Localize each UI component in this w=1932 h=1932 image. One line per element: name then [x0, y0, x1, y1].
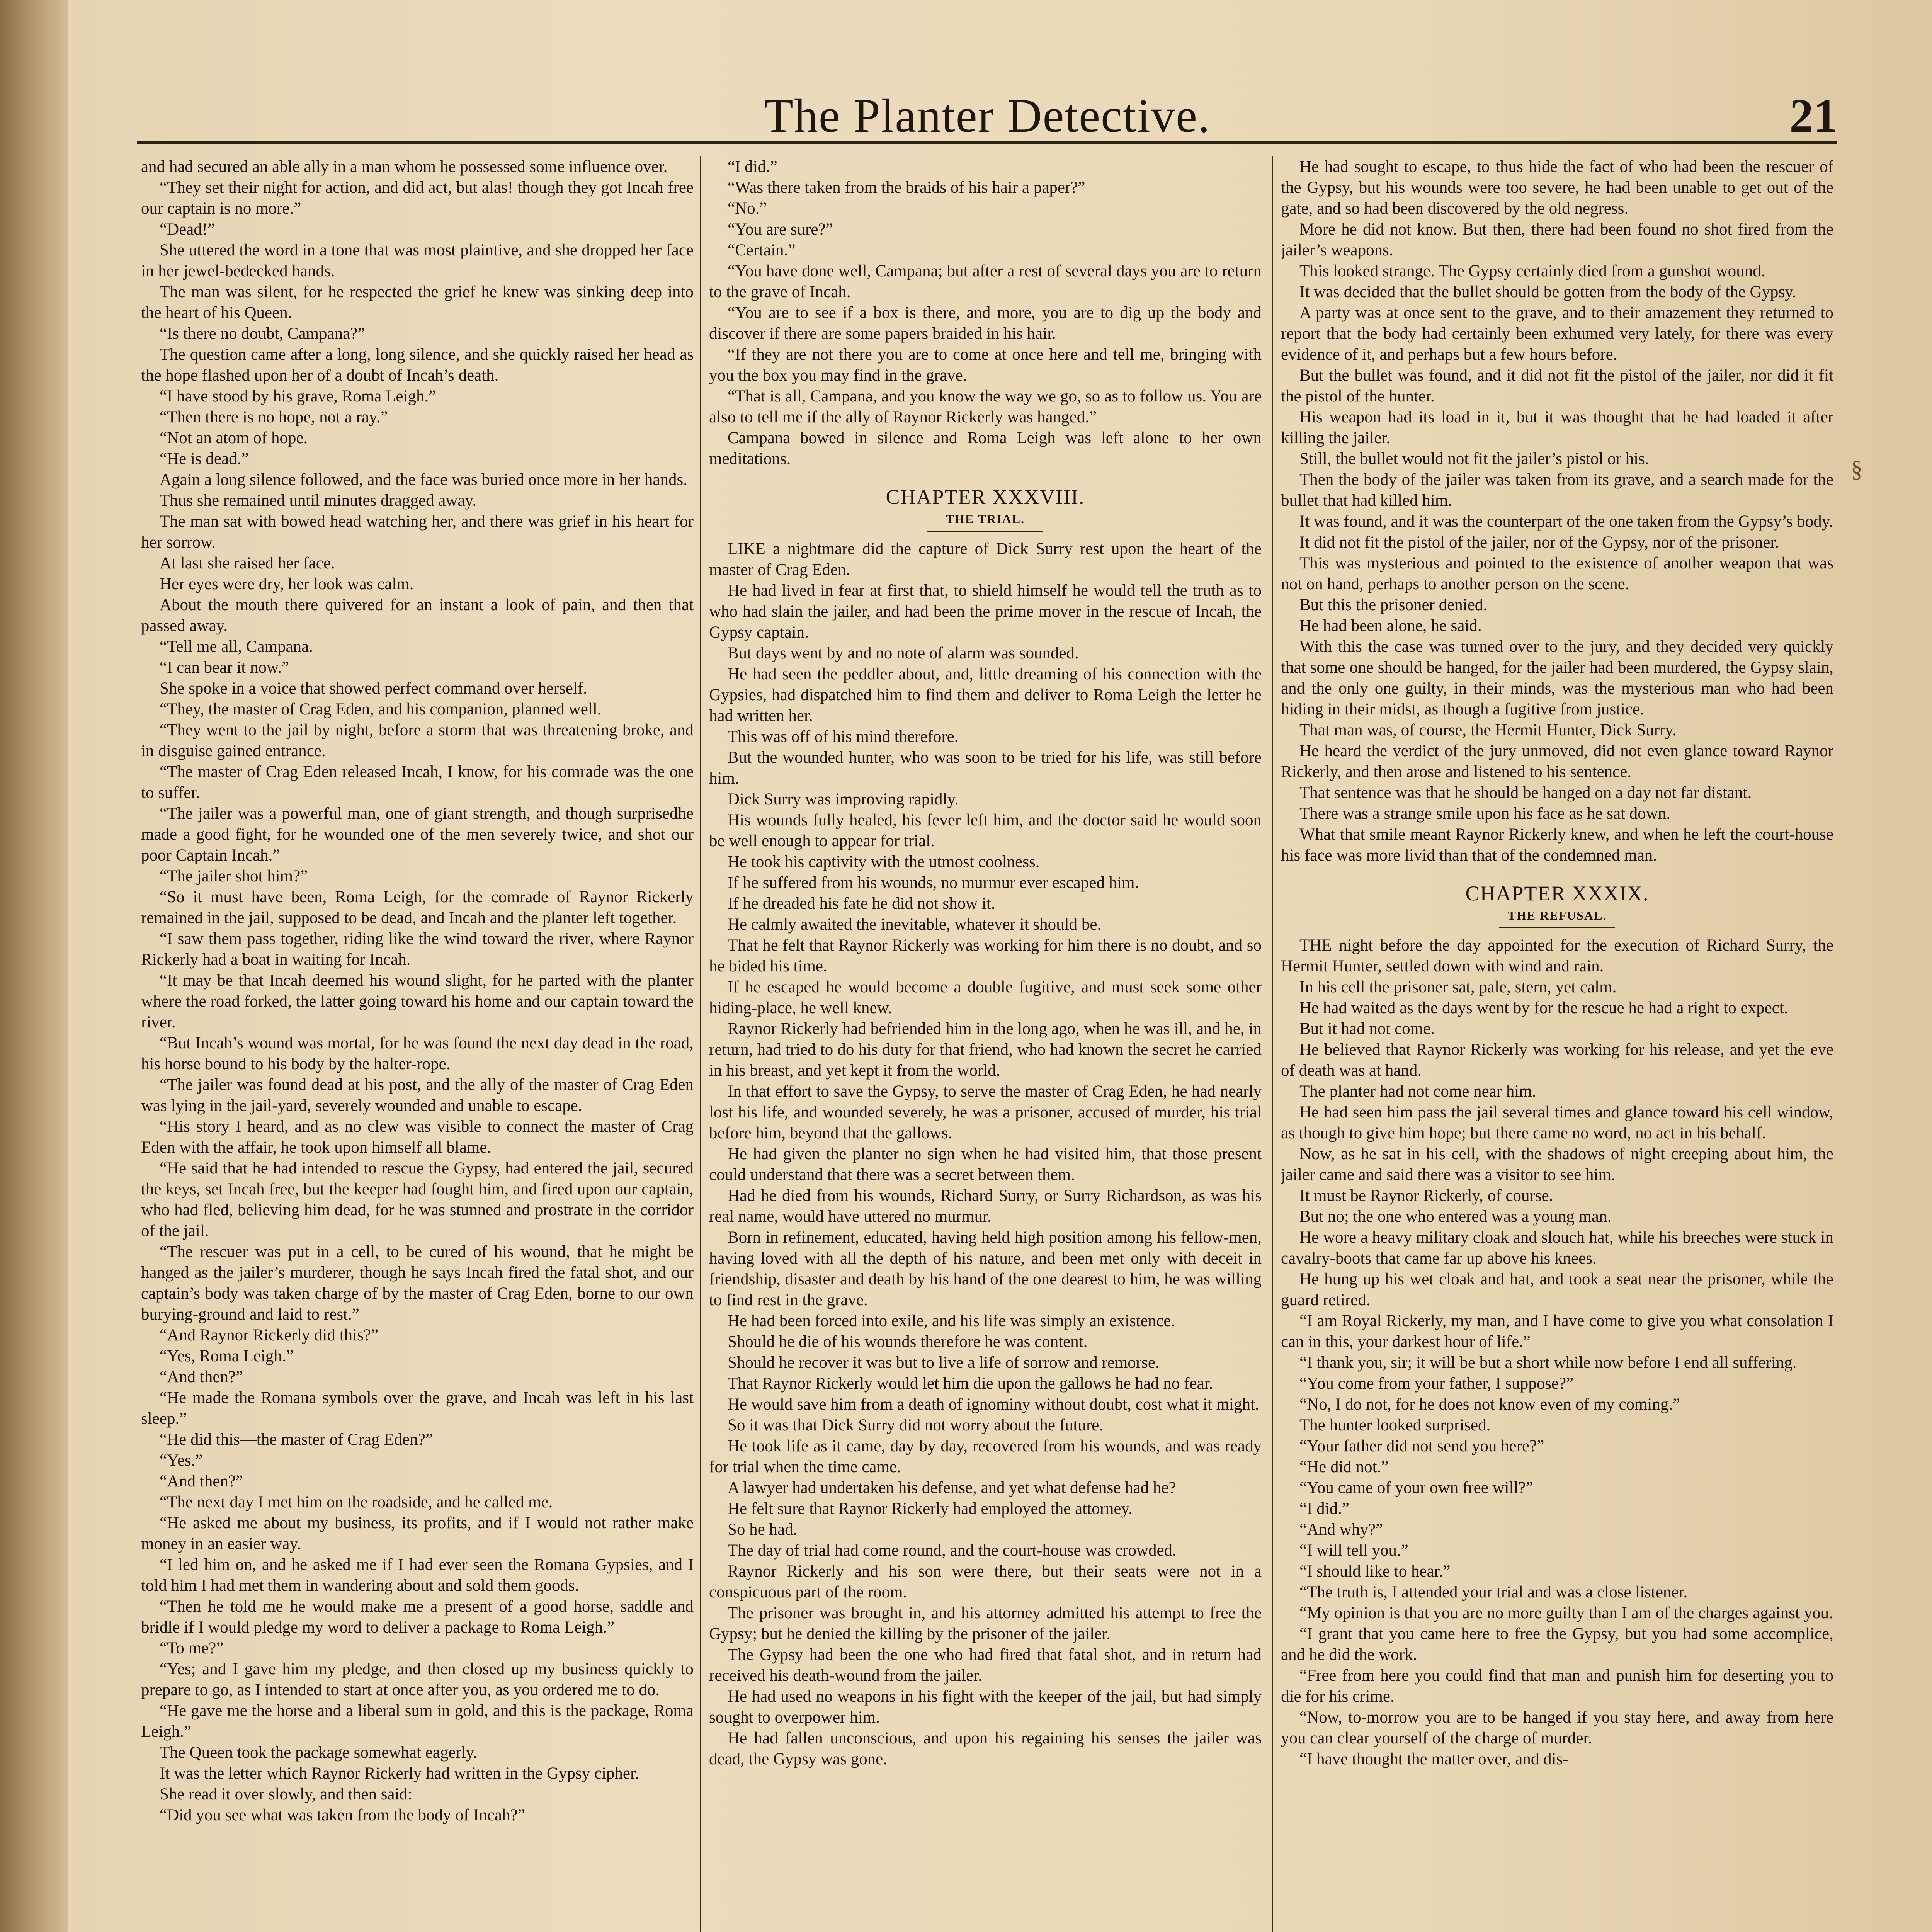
paragraph: Now, as he sat in his cell, with the shadows of night creeping about him, the jailer came and said there was a visitor to see him. [1281, 1145, 1833, 1184]
paragraph: Should he recover it was but to live a life of sorrow and remorse. [728, 1354, 1160, 1372]
paragraph: “I did.” [1299, 1500, 1349, 1518]
paragraph: “The rescuer was put in a cell, to be cured of his wound, that he might be hanged as the jailer’s murderer, though he says Incah fired the fatal shot, and our captain’s body was taken charge of by the master of Crag Eden, borne to our own burying-ground and laid to rest.” [141, 1243, 694, 1323]
paragraph: “It may be that Incah deemed his wound slight, for he parted with the planter where the road forked, the latter going toward his home and our captain toward the river. [141, 971, 694, 1031]
paragraph: “I thank you, sir; it will be but a short while now before I end all suffering. [1299, 1354, 1797, 1372]
paragraph: The hunter looked surprised. [1299, 1416, 1491, 1434]
paragraph: He had lived in fear at first that, to shield himself he would tell the truth as to who had slain the jailer, and had been the prime mover in the rescue of Incah, the Gypsy captain. [709, 582, 1262, 641]
chapter-subtitle: THE TRIAL. [946, 512, 1025, 526]
paragraph: “He did not.” [1299, 1458, 1389, 1476]
paragraph: “I led him on, and he asked me if I had ever seen the Romana Gypsies, and I told him I had met them in wandering about and sold them goods. [141, 1556, 694, 1595]
paragraph: It was found, and it was the counterpart of the one taken from the Gypsy’s body. [1299, 512, 1833, 531]
paragraph: Her eyes were dry, her look was calm. [160, 575, 414, 593]
paragraph: In that effort to save the Gypsy, to serve the master of Crag Eden, he had nearly lost his life, and wounded severely, he was a prisoner, accused of murder, his trial before him, beyond that the gallows. [709, 1082, 1262, 1142]
paragraph: More he did not know. But then, there had been found no shot fired from the jailer’s weapons. [1281, 220, 1833, 259]
paragraph: Born in refinement, educated, having held high position among his fellow-men, having loved with all the depth of his nature, and been met only with deceit in friendship, disaster and death by his hand of the one dearest to him, he was willing to find rest in the grave. [709, 1228, 1262, 1309]
paragraph: This was off of his mind therefore. [728, 728, 959, 746]
chapter-heading: CHAPTER XXXIX. [1465, 882, 1649, 905]
paragraph: He took his captivity with the utmost coolness. [728, 853, 1040, 871]
paragraph: “The next day I met him on the roadside, and he called me. [160, 1493, 553, 1511]
paragraph: “Then there is no hope, not a ray.” [160, 408, 388, 426]
paragraph: He had sought to escape, to thus hide the fact of who had been the rescuer of the Gypsy, but his wounds were too severe, he had been unable to get out of the gate, and so had been discovered by the old negress. [1281, 158, 1833, 218]
chapter-heading: CHAPTER XXXVIII. [886, 485, 1085, 509]
column-divider [700, 156, 701, 1932]
paragraph: It did not fit the pistol of the jailer, nor of the Gypsy, nor of the prisoner. [1299, 533, 1779, 551]
paragraph: She spoke in a voice that showed perfect command over herself. [160, 679, 587, 697]
paragraph: A lawyer had undertaken his defense, and yet what defense had he? [728, 1479, 1176, 1497]
paragraph: He had fallen unconscious, and upon his regaining his senses the jailer was dead, the Gypsy was gone. [709, 1729, 1262, 1768]
paragraph: “You came of your own free will?” [1299, 1479, 1533, 1497]
paragraph: The planter had not come near him. [1299, 1082, 1536, 1100]
paragraph: In his cell the prisoner sat, pale, stern, yet calm. [1299, 978, 1617, 996]
paragraph: This was mysterious and pointed to the existence of another weapon that was not on hand, perhaps to another person on the scene. [1281, 554, 1833, 593]
paragraph: “Is there no doubt, Campana?” [160, 325, 365, 343]
paragraph: “The jailer was found dead at his post, and the ally of the master of Crag Eden was lying in the jail-yard, severely wounded and unable to escape. [141, 1076, 694, 1115]
paragraph: “I saw them pass together, riding like the wind toward the river, where Raynor Rickerly had a boat in waiting for Incah. [141, 930, 694, 969]
paragraph: “Yes, Roma Leigh.” [160, 1347, 294, 1365]
paragraph: What that smile meant Raynor Rickerly knew, and when he left the court-house his face was more livid than that of the condemned man. [1281, 825, 1833, 864]
paragraph: It was decided that the bullet should be gotten from the body of the Gypsy. [1299, 283, 1796, 301]
paragraph: He had been alone, he said. [1299, 617, 1482, 635]
paragraph: “Now, to-morrow you are to be hanged if you stay here, and away from here you can clear yourself of the charge of murder. [1281, 1708, 1833, 1747]
paragraph: If he escaped he would become a double fugitive, and must seek some other hiding-place, he well knew. [709, 978, 1262, 1017]
page-number: 21 [1789, 89, 1837, 142]
paragraph: A party was at once sent to the grave, and to their amazement they returned to report that the body had certainly been exhumed very lately, for there was every evidence of it, and perhaps but a few hours before. [1281, 304, 1833, 364]
paragraph: He had used no weapons in his fight with the keeper of the jail, but had simply sought to overpower him. [709, 1687, 1262, 1726]
paragraph: But days went by and no note of alarm was sounded. [728, 644, 1079, 662]
paragraph: She uttered the word in a tone that was most plaintive, and she dropped her face in her jewel-bedecked hands. [141, 241, 694, 280]
paragraph: Raynor Rickerly had befriended him in the long ago, when he was ill, and he, in return, had tried to do his duty for that friend, who had known the secret he carried in his breast, and yet kept it from the world. [709, 1020, 1262, 1080]
paragraph: But the wounded hunter, who was soon to be tried for his life, was still before him. [709, 748, 1262, 787]
paragraph: “They set their night for action, and did act, but alas! though they got Incah free our captain is no more.” [141, 179, 694, 218]
paragraph: “And then?” [160, 1472, 243, 1490]
paragraph: “The jailer shot him?” [160, 867, 308, 885]
chapter-rule [927, 531, 1043, 532]
paragraph: “But Incah’s wound was mortal, for he was found the next day dead in the road, his horse bound to his body by the halter-rope. [141, 1034, 694, 1073]
paragraph: That Raynor Rickerly would let him die upon the gallows he had no fear. [728, 1374, 1213, 1393]
paragraph: “The master of Crag Eden released Incah, I know, for his comrade was the one to suffer. [141, 763, 694, 802]
text-column-2 [709, 156, 1262, 1932]
paragraph: “He asked me about my business, its profits, and if I would not rather make money in an easier way. [141, 1514, 694, 1553]
paragraph: This looked strange. The Gypsy certainly died from a gunshot wound. [1299, 262, 1765, 280]
paragraph: At last she raised her face. [160, 554, 335, 572]
paragraph: “Tell me all, Campana. [160, 638, 313, 656]
margin-ink-mark: § [1851, 456, 1862, 482]
paragraph: Should he die of his wounds therefore he was content. [728, 1333, 1088, 1351]
paragraph: “Your father did not send you here?” [1299, 1437, 1544, 1455]
paragraph: “I have stood by his grave, Roma Leigh.” [160, 387, 436, 405]
paragraph: “Was there taken from the braids of his hair a paper?” [728, 179, 1085, 197]
paragraph: So he had. [728, 1520, 798, 1539]
paragraph: The man was silent, for he respected the grief he knew was sinking deep into the heart of his Queen. [141, 283, 694, 322]
paragraph: He would save him from a death of ignominy without doubt, cost what it might. [728, 1395, 1259, 1413]
paragraph: “That is all, Campana, and you know the way we go, so as to follow us. You are also to tell me if the ally of Raynor Rickerly was hanged.” [709, 387, 1262, 426]
paragraph: “My opinion is that you are no more guilty than I am of the charges against you. [1299, 1604, 1833, 1622]
paragraph: “No, I do not, for he does not know even of my coming.” [1299, 1395, 1680, 1413]
running-title: The Planter Detective. [764, 89, 1211, 142]
paragraph: “So it must have been, Roma Leigh, for the comrade of Raynor Rickerly remained in the jail, supposed to be dead, and Incah and the planter left together. [141, 888, 694, 927]
chapter-subtitle: THE REFUSAL. [1507, 908, 1607, 922]
paragraph: THE night before the day appointed for the execution of Richard Surry, the Hermit Hunter, settled down with wind and rain. [1281, 936, 1833, 975]
paragraph: He had waited as the days went by for the rescue he had a right to expect. [1299, 999, 1788, 1017]
paragraph: “I have thought the matter over, and dis- [1299, 1750, 1568, 1768]
paragraph: He had been forced into exile, and his life was simply an existence. [728, 1312, 1175, 1330]
paragraph: “I did.” [728, 158, 777, 176]
column-divider [1272, 156, 1273, 1932]
paragraph: “I grant that you came here to free the Gypsy, but you had some accomplice, and he did the work. [1281, 1625, 1833, 1664]
paragraph: About the mouth there quivered for an instant a look of pain, and then that passed away. [141, 596, 694, 635]
paragraph: “No.” [728, 199, 767, 218]
paragraph: He felt sure that Raynor Rickerly had employed the attorney. [728, 1500, 1133, 1518]
paragraph: “You are to see if a box is there, and more, you are to dig up the body and discover if there are some papers braided in his hair. [709, 304, 1262, 343]
paragraph: The question came after a long, long silence, and she quickly raised her head as the hope flashed upon her of a doubt of Incah’s death. [141, 345, 694, 384]
paragraph: “If they are not there you are to come at once here and tell me, bringing with you the box you may find in the grave. [709, 345, 1262, 384]
paragraph: “Then he told me he would make me a present of a good horse, saddle and bridle if I would pledge my word to deliver a package to Roma Leigh.” [141, 1597, 694, 1636]
paragraph: “His story I heard, and as no clew was visible to connect the master of Crag Eden with the affair, he took upon himself all blame. [141, 1117, 694, 1156]
text-column-3 [1281, 156, 1833, 1932]
paragraph: The Gypsy had been the one who had fired that fatal shot, and in return had received his death-wound from the jailer. [709, 1646, 1262, 1685]
paragraph: “He made the Romana symbols over the grave, and Incah was left in his last sleep.” [141, 1389, 694, 1428]
paragraph: “You have done well, Campana; but after a rest of several days you are to return to the grave of Incah. [709, 262, 1262, 301]
paragraph: “He gave me the horse and a liberal sum in gold, and this is the package, Roma Leigh.” [141, 1702, 694, 1741]
paragraph: She read it over slowly, and then said: [160, 1785, 413, 1803]
paragraph: “They went to the jail by night, before a storm that was threatening broke, and in disguise gained entrance. [141, 721, 694, 760]
paragraph: He had seen the peddler about, and, little dreaming of his connection with the Gypsies, had dispatched him to find them and deliver to Roma Leigh the letter he had written her. [709, 665, 1262, 725]
paragraph: But it had not come. [1299, 1020, 1435, 1038]
paragraph: “He did this—the master of Crag Eden?” [160, 1430, 433, 1449]
paragraph: “Did you see what was taken from the body of Incah?” [160, 1806, 525, 1824]
paragraph: “And Raynor Rickerly did this?” [160, 1326, 379, 1344]
paragraph: He had seen him pass the jail several times and glance toward his cell window, as though to give him hope; but there came no word, no act in his behalf. [1281, 1103, 1833, 1142]
paragraph: His wounds fully healed, his fever left him, and the doctor said he would soon be well enough to appear for trial. [709, 811, 1262, 850]
paragraph: Dick Surry was improving rapidly. [728, 790, 959, 808]
paragraph: The Queen took the package somewhat eagerly. [160, 1743, 478, 1762]
paragraph: “You come from your father, I suppose?” [1299, 1374, 1574, 1393]
paragraph: He believed that Raynor Rickerly was working for his release, and yet the eve of death was at hand. [1281, 1041, 1833, 1080]
paragraph: His weapon had its load in it, but it was thought that he had loaded it after killing the jailer. [1281, 408, 1833, 447]
paragraph: But the bullet was found, and it did not fit the pistol of the jailer, nor did it fit the pistol of the hunter. [1281, 366, 1833, 405]
text-column-1 [141, 156, 694, 1932]
paragraph: “And then?” [160, 1368, 243, 1386]
paragraph: It must be Raynor Rickerly, of course. [1299, 1187, 1553, 1205]
paragraph: With this the case was turned over to the jury, and they decided very quickly that some one should be hanged, for the jailer had been murdered, the Gypsy slain, and the only one guilty, in their minds, was the mysterious man who had been hiding in their midst, as though a fugitive from justice. [1281, 638, 1833, 718]
paragraph: But no; the one who entered was a young man. [1299, 1208, 1612, 1226]
paragraph: LIKE a nightmare did the capture of Dick Surry rest upon the heart of the master of Crag Eden. [709, 540, 1262, 579]
paragraph: So it was that Dick Surry did not worry about the future. [728, 1416, 1104, 1434]
paragraph: He hung up his wet cloak and hat, and took a seat near the prisoner, while the guard retired. [1281, 1270, 1833, 1309]
paragraph: The prisoner was brought in, and his attorney admitted his attempt to free the Gypsy; but he denied the killing by the prisoner of the jailer. [709, 1604, 1262, 1643]
paragraph: He calmly awaited the inevitable, whatever it should be. [728, 915, 1102, 934]
paragraph: “He said that he had intended to rescue the Gypsy, had entered the jail, secured the keys, set Incah free, but the keeper had fought him, and fired upon our captain, who had fled, believing him dead, for he was stunned and prostrate in the corridor of the jail. [141, 1159, 694, 1240]
paragraph: “He is dead.” [160, 450, 249, 468]
header-rule [137, 141, 1837, 144]
paragraph: “Yes.” [160, 1451, 203, 1469]
paragraph: Campana bowed in silence and Roma Leigh was left alone to her own meditations. [709, 429, 1262, 468]
chapter-rule [1499, 927, 1615, 928]
paragraph: Still, the bullet would not fit the jailer’s pistol or his. [1299, 450, 1649, 468]
paragraph: He took life as it came, day by day, recovered from his wounds, and was ready for trial when the time came. [709, 1437, 1262, 1476]
paragraph: That man was, of course, the Hermit Hunter, Dick Surry. [1299, 721, 1677, 739]
paragraph: He wore a heavy military cloak and slouch hat, while his breeches were stuck in cavalry-boots that came far up above his knees. [1281, 1228, 1833, 1267]
paragraph: “The jailer was a powerful man, one of giant strength, and though surprisedhe made a good fight, for he wounded one of the men severely twice, and shot our poor Captain Incah.” [141, 804, 694, 864]
paragraph: “They, the master of Crag Eden, and his companion, planned well. [160, 700, 602, 718]
paragraph: “Dead!” [160, 220, 215, 238]
paragraph: “You are sure?” [728, 220, 833, 238]
paragraph: “And why?” [1299, 1520, 1383, 1539]
paragraph: “I will tell you.” [1299, 1541, 1408, 1560]
paragraph: “The truth is, I attended your trial and was a close listener. [1299, 1583, 1688, 1601]
paragraph: He heard the verdict of the jury unmoved, did not even glance toward Raynor Rickerly, and then arose and listened to his sentence. [1281, 742, 1833, 781]
page-header [137, 83, 1837, 160]
paragraph: Had he died from his wounds, Richard Surry, or Surry Richardson, as was his real name, would have uttered no murmur. [709, 1187, 1262, 1226]
paragraph: That he felt that Raynor Rickerly was working for him there is no doubt, and so he bided his time. [709, 936, 1262, 975]
page-binding-edge [0, 0, 68, 1932]
paragraph: and had secured an able ally in a man whom he possessed some influence over. [141, 158, 668, 176]
paragraph: There was a strange smile upon his face as he sat down. [1299, 804, 1671, 823]
paragraph: If he suffered from his wounds, no murmur ever escaped him. [728, 874, 1139, 892]
paragraph: “I am Royal Rickerly, my man, and I have come to give you what consolation I can in this, your darkest hour of life.” [1281, 1312, 1833, 1351]
paragraph: “Certain.” [728, 241, 796, 259]
paragraph: Raynor Rickerly and his son were there, but their seats were not in a conspicuous part of the room. [709, 1562, 1262, 1601]
paragraph: “I should like to hear.” [1299, 1562, 1451, 1580]
paragraph: Again a long silence followed, and the face was buried once more in her hands. [160, 471, 687, 489]
paragraph: “Free from here you could find that man and punish him for deserting you to die for his crime. [1281, 1667, 1833, 1706]
paragraph: The day of trial had come round, and the court-house was crowded. [728, 1541, 1177, 1560]
paragraph: “Not an atom of hope. [160, 429, 308, 447]
paragraph: Thus she remained until minutes dragged away. [160, 492, 476, 510]
paragraph: “I can bear it now.” [160, 658, 289, 677]
paragraph: That sentence was that he should be hanged on a day not far distant. [1299, 784, 1752, 802]
paragraph: But this the prisoner denied. [1299, 596, 1488, 614]
paragraph: He had given the planter no sign when he had visited him, that those present could understand that there was a secret between them. [709, 1145, 1262, 1184]
paragraph: It was the letter which Raynor Rickerly had written in the Gypsy cipher. [160, 1764, 639, 1782]
paragraph: “Yes; and I gave him my pledge, and then closed up my business quickly to prepare to go, as I intended to start at once after you, as you ordered me to do. [141, 1660, 694, 1699]
paragraph: “To me?” [160, 1639, 224, 1657]
paragraph: Then the body of the jailer was taken from its grave, and a search made for the bullet that had killed him. [1281, 471, 1833, 510]
paragraph: The man sat with bowed head watching her, and there was grief in his heart for her sorrow. [141, 512, 694, 551]
paragraph: If he dreaded his fate he did not show it. [728, 895, 995, 913]
